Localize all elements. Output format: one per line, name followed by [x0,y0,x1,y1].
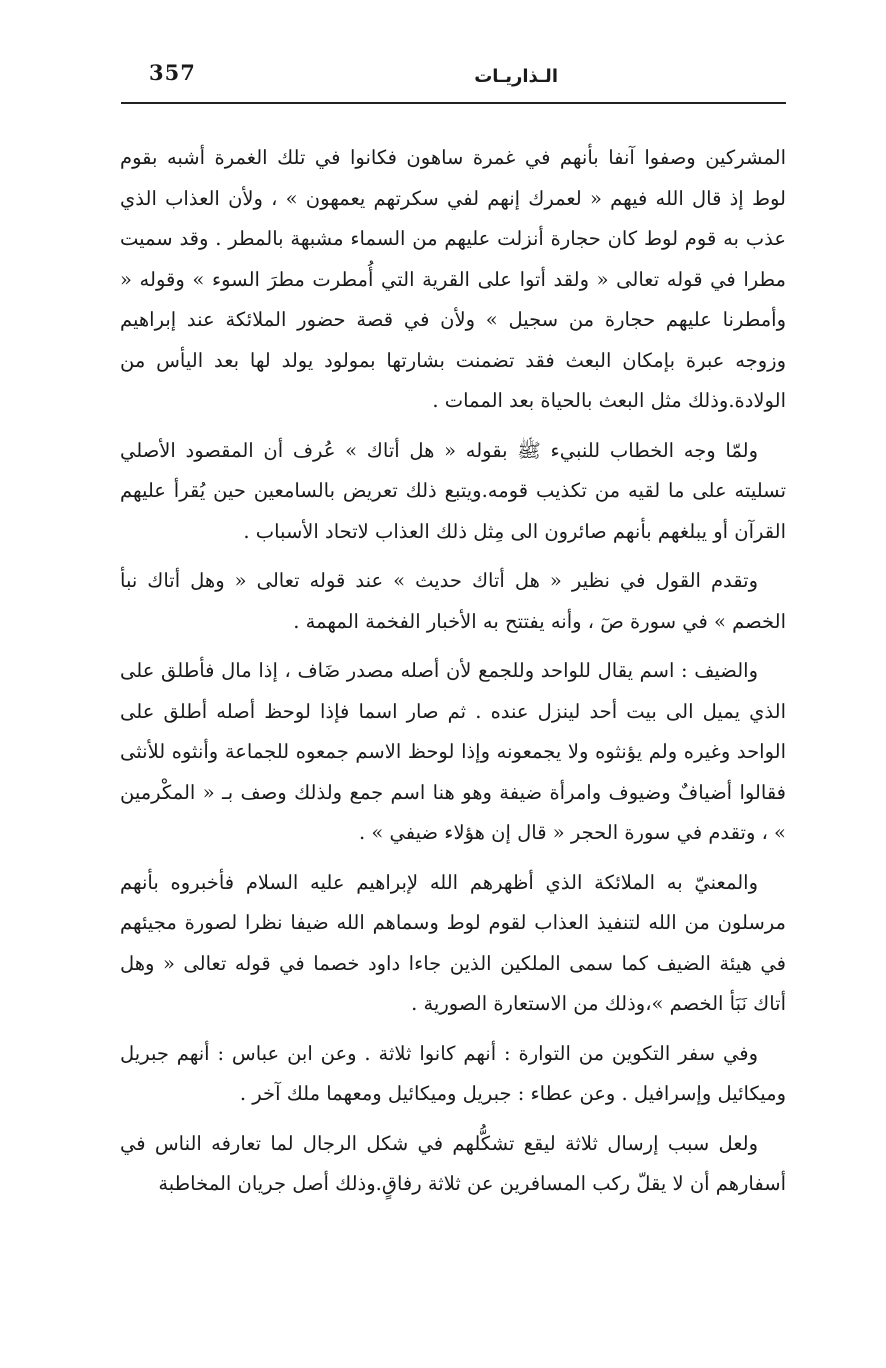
page-header [121,58,786,104]
paragraph: والضيف : اسم يقال للواحد وللجمع لأن أصله مصدر ضَاف ، إذا مال فأطلق على الذي يميل الى بيت أحد لينزل عنده . ثم صار اسما فإذا لوحظ أصله أطلق على الواحد وغيره ولم يؤنثوه ولا يجمعونه وإذا لوحظ الاسم جمعوه للجماعة وأنثوه للأنثى فقالوا أضيافٌ وضيوف وامرأة ضيفة وهو هنا اسم جمع ولذلك وصف بـ « المكْرمين » ، وتقدم في سورة الحجر « قال إن هؤلاء ضيفي » . [120,659,786,844]
paragraph: المشركين وصفوا آنفا بأنهم في غمرة ساهون فكانوا في تلك الغمرة أشبه بقوم لوط إذ قال الله فيهم « لعمرك إنهم لفي سكرتهم يعمهون » ، ولأن العذاب الذي عذب به قوم لوط كان حجارة أنزلت عليهم من السماء مشبهة بالمطر . وقد سميت مطرا في قوله تعالى « ولقد أتوا على القرية التي أُمطرت مطرَ السوء » وقوله « وأمطرنا عليهم حجارة من سجيل » ولأن في قصة حضور الملائكة عند إبراهيم وزوجه عبرة بإمكان البعث فقد تضمنت بشارتها بمولود يولد لها بعد اليأس من الولادة.وذلك مثل البعث بالحياة بعد الممات . [120,146,786,412]
page-number: 357 [149,60,196,85]
paragraph: ولعل سبب إرسال ثلاثة ليقع تشكُّلهم في شكل الرجال لما تعارفه الناس في أسفارهم أن لا يقلّ ركب المسافرين عن ثلاثة رفاقٍ.وذلك أصل جريان المخاطبة [120,1131,786,1195]
paragraph: وتقدم القول في نظير « هل أتاك حديث » عند قوله تعالى « وهل أتاك نبأ الخصم » في سورة صٓ ، وأنه يفتتح به الأخبار الفخمة المهمة . [120,569,786,633]
paragraph: ولمّا وجه الخطاب للنبيء ﷺ بقوله « هل أتاك » عُرف أن المقصود الأصلي تسليته على ما لقيه من تكذيب قومه.ويتبع ذلك تعريض بالسامعين حين يُقرأ عليهم القرآن أو يبلغهم بأنهم صائرون الى مِثل ذلك العذاب لاتحاد الأسباب . [120,438,786,543]
paragraph: وفي سفر التكوين من التوارة : أنهم كانوا ثلاثة . وعن ابن عباس : أنهم جبريل وميكائيل وإسرافيل . وعن عطاء : جبريل وميكائيل ومعهما ملك آخر . [120,1041,786,1105]
running-title: الـذاريـات [474,66,558,87]
body-text [120,138,786,1214]
paragraph: والمعنيّ به الملائكة الذي أظهرهم الله لإبراهيم عليه السلام فأخبروه بأنهم مرسلون من الله لتنفيذ العذاب لقوم لوط وسماهم الله ضيفا نظرا لصورة مجيئهم في هيئة الضيف كما سمى الملكين الذين جاءا داود خصما في قوله تعالى « وهل أتاك نَبَأ الخصم »،وذلك من الاستعارة الصورية . [120,870,786,1015]
